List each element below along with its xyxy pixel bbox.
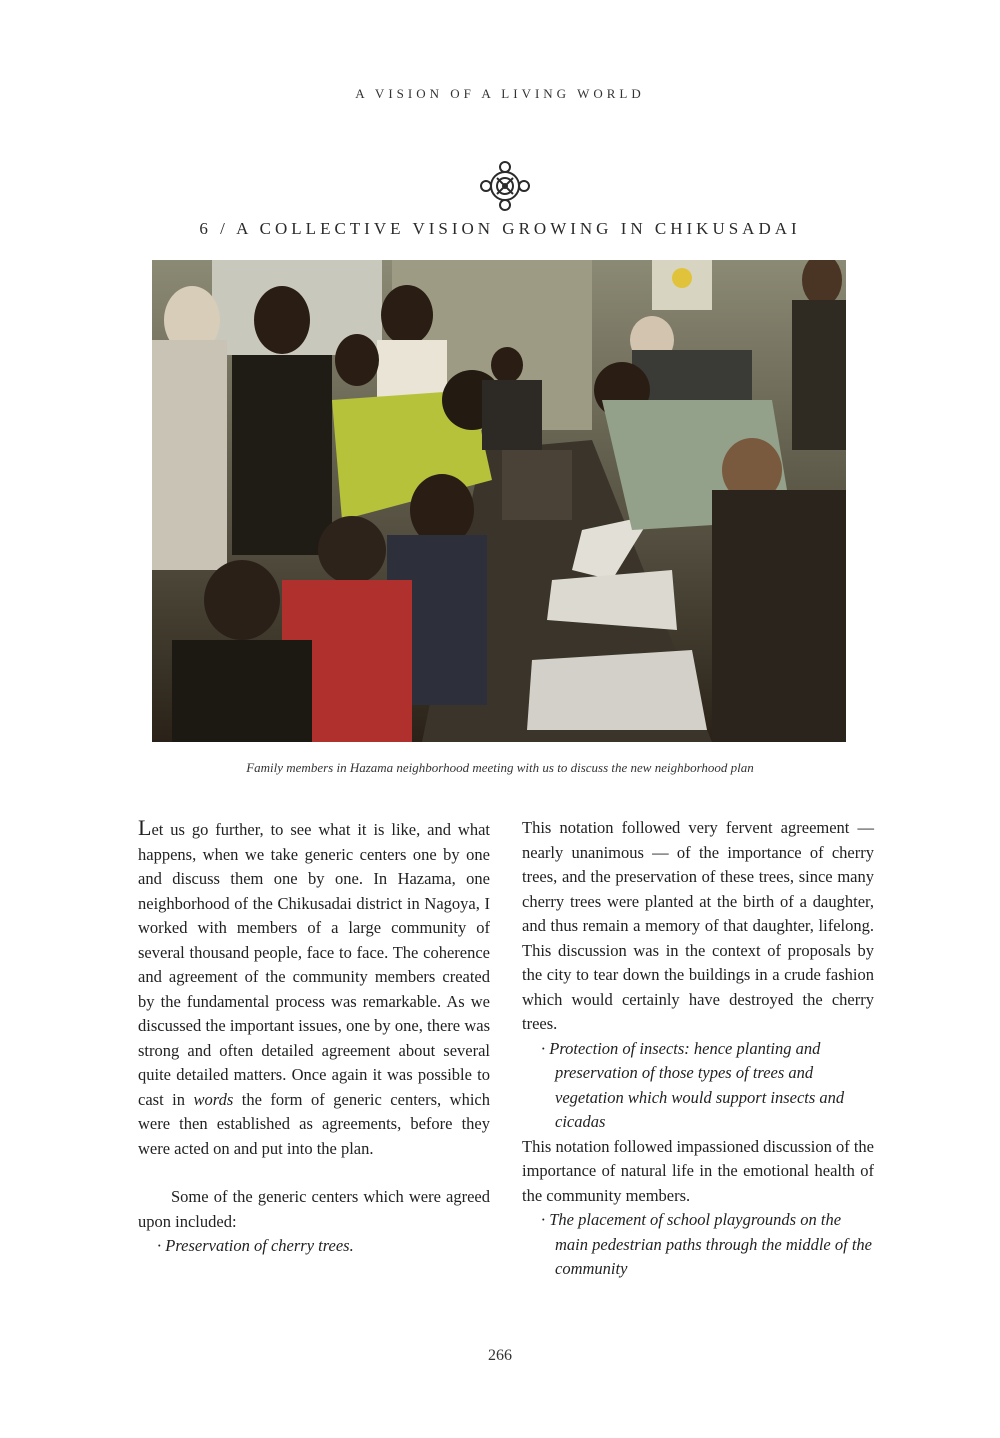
list-item: · Protection of insects: hence planting and preservation of those types of trees and vegetation which would support insects and cicadas — [541, 1038, 845, 1131]
page-number: 266 — [488, 1347, 512, 1364]
left-column — [138, 816, 490, 1259]
body-paragraph: This notation followed very fervent agreement — nearly unanimous — of the importance of cherry trees, and the preservation of these trees, since many cherry trees were planted at the birth of a daughter, and thus remain a memory of that daughter, lifelong. This discussion was in the context of proposals by the city to tear down the buildings in a crude fashion which would certainly have destroyed the cherry trees. — [522, 818, 874, 1033]
list-item: · Preservation of cherry trees. — [157, 1236, 354, 1255]
body-paragraph: Let us go further, to see what it is like, and what happens, when we take generic centers one by one and discuss them one by one. In Hazama, one neighborhood of the Chikusadai district in Nagoya, I worked with members of a large community of several thousand people, face to face. The coherence and agreement of the community members created by the fundamental process was remarkable. As we discussed the important issues, one by one, there was strong and often detailed agreement about several quite detailed matters. Once again it was possible to cast in words the form of generic centers, which were then established as agreements, before they were acted on and put into the plan. — [138, 815, 490, 1158]
body-paragraph: Some of the generic centers which were agreed upon included: — [138, 1187, 490, 1231]
knot-ornament-icon — [477, 158, 533, 214]
meeting-photo — [152, 260, 846, 742]
drop-cap: L — [138, 815, 152, 840]
list-item: · The placement of school playgrounds on the main pedestrian paths through the middle of the community — [541, 1210, 872, 1278]
chapter-title: 6 / A COLLECTIVE VISION GROWING IN CHIKUSADAI — [199, 219, 801, 238]
right-column — [522, 816, 874, 1282]
running-head: A VISION OF A LIVING WORLD — [355, 86, 645, 101]
emphasis: words — [193, 1089, 234, 1109]
body-paragraph: This notation followed impassioned discussion of the importance of natural life in the emotional health of the community members. — [522, 1136, 874, 1205]
figure-caption: Family members in Hazama neighborhood meeting with us to discuss the new neighborhood plan — [246, 760, 754, 775]
